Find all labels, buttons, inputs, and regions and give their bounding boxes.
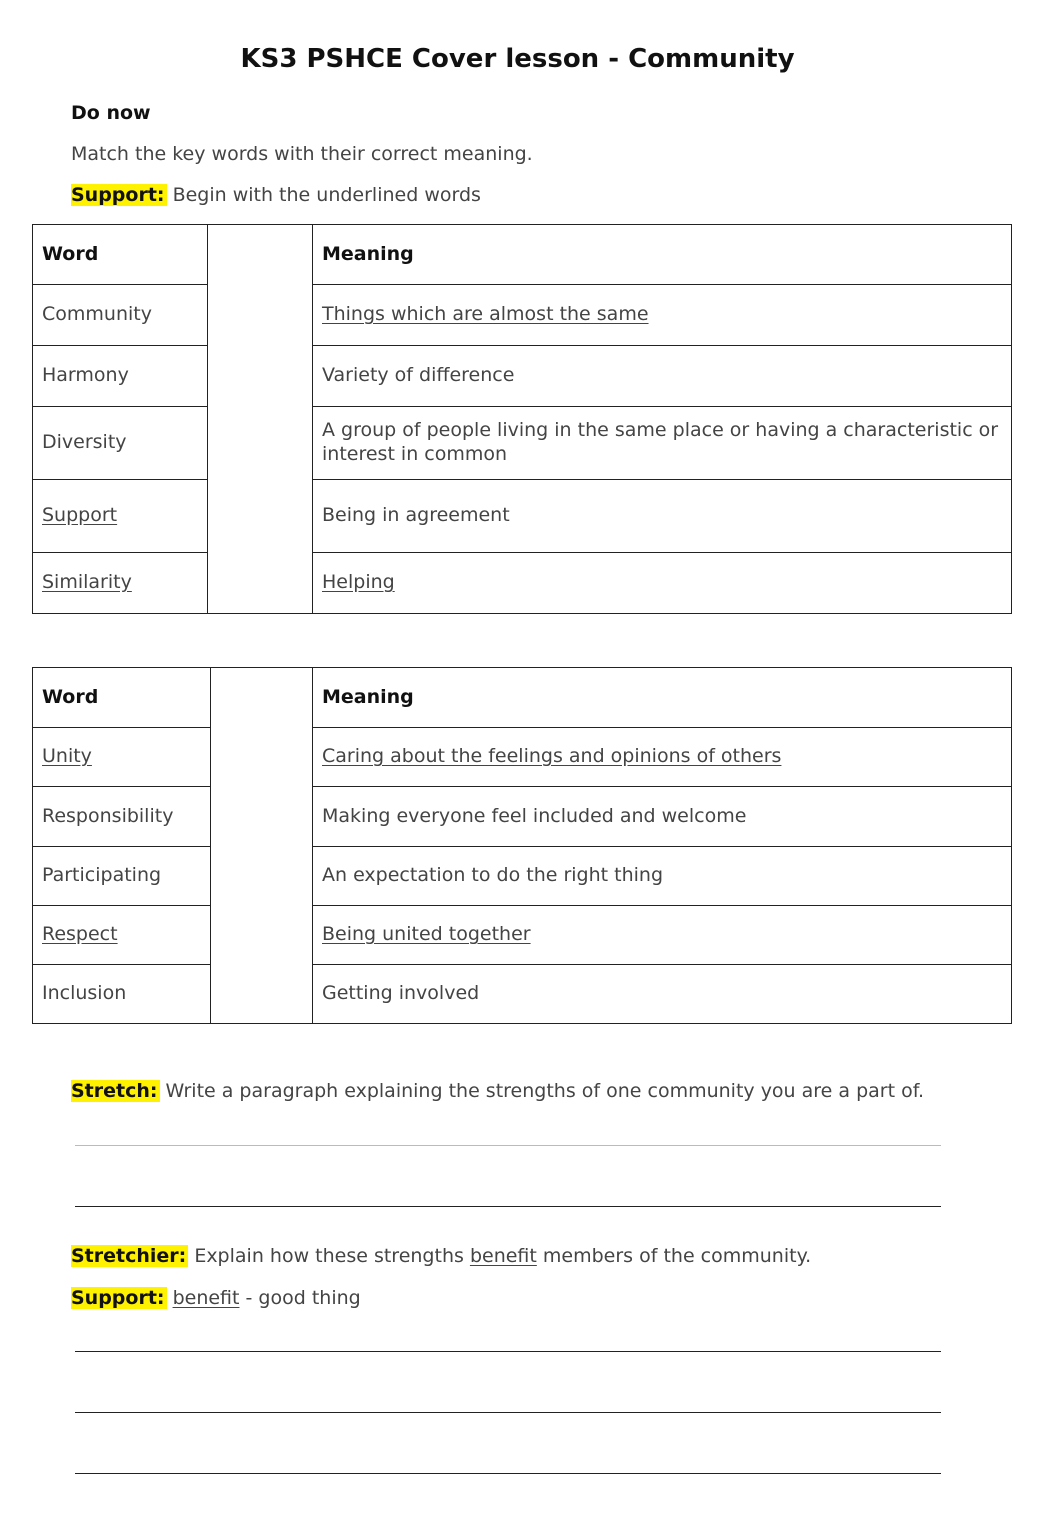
table2-meaning: Caring about the feelings and opinions of others [313,728,1012,787]
table-row [33,728,1012,787]
table-row [33,965,1012,1024]
writing-line[interactable] [75,1145,941,1146]
page-title: KS3 PSHCE Cover lesson - Community [240,44,795,74]
table2-header-word: Word [33,668,211,728]
table-row [33,847,1012,906]
table1-word: Support [33,480,208,553]
table1-meaning: Being in agreement [313,480,1012,553]
table-row [33,407,1012,480]
stretch-line [71,1080,924,1102]
table2-word: Responsibility [33,787,211,847]
stretchier-label: Stretchier: [71,1245,187,1267]
table2-meaning: Getting involved [313,965,1012,1024]
table1-meaning: Variety of difference [313,346,1012,407]
table2-meaning: Being united together [313,906,1012,965]
table1-word: Community [33,285,208,346]
stretch-label: Stretch: [71,1080,158,1102]
table1-header-word: Word [33,225,208,285]
do-now-instruction: Match the key words with their correct meaning. [71,143,533,165]
table-row [33,553,1012,614]
do-now-heading: Do now [71,102,151,124]
stretchier-support-line [71,1287,361,1309]
table-row [33,285,1012,346]
writing-line[interactable] [75,1206,941,1207]
table1-header-meaning: Meaning [313,225,1012,285]
table2-word: Participating [33,847,211,906]
table-row [33,480,1012,553]
writing-line[interactable] [75,1412,941,1413]
support-keyword: benefit [172,1287,240,1309]
table2-header-meaning: Meaning [313,668,1012,728]
support-label: Support: [71,184,165,206]
stretchier-support-label: Support: [71,1287,165,1309]
table1-meaning: Things which are almost the same [313,285,1012,346]
stretchier-text-after: members of the community. [542,1245,812,1267]
table-row [33,346,1012,407]
table1-matching-gap [208,225,313,614]
stretchier-keyword: benefit [469,1245,537,1267]
writing-line[interactable] [75,1473,941,1474]
support-text: Begin with the underlined words [172,184,481,206]
table-row [33,906,1012,965]
table1-meaning: Helping [313,553,1012,614]
writing-line[interactable] [75,1351,941,1352]
table2-word: Unity [33,728,211,787]
table2-matching-gap [211,668,313,1024]
matching-table-2 [32,667,1012,1024]
matching-table-1 [32,224,1012,614]
table2-word: Inclusion [33,965,211,1024]
table2-word: Respect [33,906,211,965]
support-line [71,184,481,206]
table2-meaning: An expectation to do the right thing [313,847,1012,906]
table1-word: Similarity [33,553,208,614]
stretchier-text-before: Explain how these strengths [194,1245,464,1267]
table2-meaning: Making everyone feel included and welcome [313,787,1012,847]
table1-word: Diversity [33,407,208,480]
table-row [33,787,1012,847]
stretchier-line [71,1245,811,1267]
table1-meaning: A group of people living in the same place or having a characteristic or interest in common [313,407,1012,480]
stretch-text: Write a paragraph explaining the strengths of one community you are a part of. [165,1080,925,1102]
support-definition: - good thing [245,1287,361,1309]
table1-word: Harmony [33,346,208,407]
